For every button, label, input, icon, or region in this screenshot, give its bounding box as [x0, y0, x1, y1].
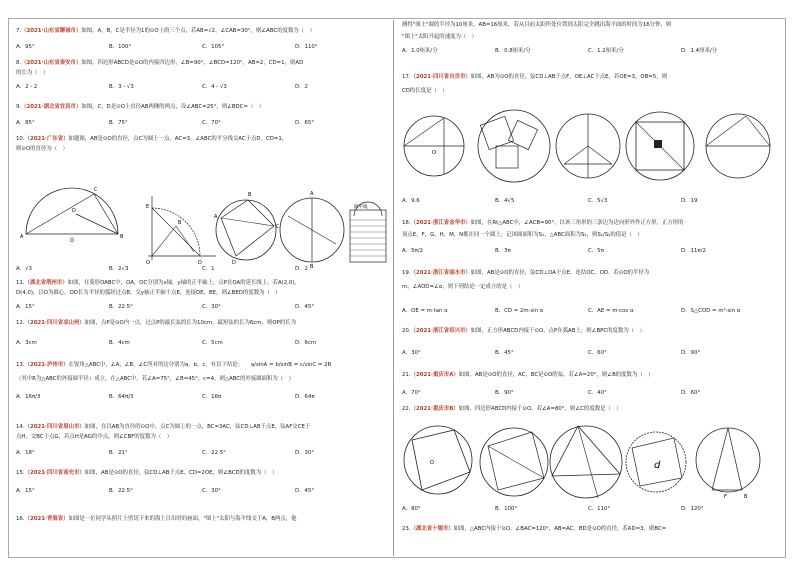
svg-text:F: F — [724, 494, 727, 500]
svg-text:C: C — [276, 224, 280, 230]
figure-circle-diameter — [20, 187, 124, 244]
question-17-options: A．9.6 B．4√5 C．5√3 D．19 — [402, 198, 698, 204]
svg-text:E: E — [146, 204, 150, 210]
svg-text:O: O — [432, 150, 436, 156]
question-9: 9.（2021·湖北省宜昌市）如图，C，D是⊙O上直径AB两侧的两点，设∠ABC=25°，则∠BDC=（ ） — [16, 104, 265, 110]
question-17: 17.（2021·四川省自贡市）如图，AB为⊙O的直径，弦CD⊥AB于点F，OE⊥AC于点E，若OE=3，OB=5，则 — [402, 74, 668, 80]
svg-text:B: B — [744, 494, 748, 500]
svg-text:D: D — [232, 260, 236, 266]
question-7: 7.（2021·山东省聊城市）如图，A，B，C是半径为1的⊙O上的三个点，若AB=√2，∠CAB=30°，则∠ABC的度数为（ ） — [16, 28, 315, 34]
svg-text:B: B — [248, 192, 252, 198]
svg-text:C: C — [94, 187, 98, 193]
svg-text:B: B — [178, 220, 182, 226]
question-15: 15.（2021·四川省南充市）如图，AB是⊙O的直径，弦CD⊥AB于点E，CD=2OE，则∠BCD的度数为（ ） — [16, 470, 278, 476]
question-8-line2: 的长为（ ） — [16, 70, 49, 76]
right-column — [402, 22, 774, 554]
question-22: 22.（2021·重庆市B）如图，四边形ABCD内接于⊙O，若∠A=80°，则∠C的度数是（ ） — [402, 406, 622, 412]
question-14-line2: 点H，交BC于点G，若点H是AG的中点，则∠CBF的度数为（ ） — [16, 434, 173, 440]
left-column — [16, 22, 388, 554]
svg-text:A: A — [310, 191, 314, 197]
figure-quad-dashed-circle — [626, 432, 686, 492]
question-19-line2: m，∠AOD=∠α，则下列结论一定成立的是（ ） — [402, 284, 524, 290]
question-13-line2: （其中R为△ABC的外接圆半径）成立，在△ABC中，若∠A=75°，∠B=45°，c=4，则△ABC的外接圆面积为（ ） — [16, 376, 294, 382]
svg-text:D: D — [198, 260, 202, 266]
figure-diameter-triangle — [696, 428, 760, 500]
question-20: 20.（2021·浙江省绍兴市）如图，正方形ABCD内接于⊙O，点P在弧AB上，则∠BPC的度数为（ ） — [402, 328, 645, 334]
figures-row-right-bottom — [402, 420, 774, 502]
question-20-options: A．30° B．45° C．60° D．90° — [402, 350, 701, 356]
svg-text:O: O — [70, 238, 74, 244]
figure-vertical-diameter — [280, 191, 344, 270]
question-10-line2: 则⊙O的直径为（ ） — [16, 146, 68, 152]
figure-triangle-in-circle — [550, 426, 622, 498]
question-19-options: A．OE = m·tan α B．CD = 2m·sin α C．AE = m·cos α D．S△COD = m²·sin α — [402, 308, 741, 314]
question-18-line2: 顶点E，F，G，H，M，N都在同一个圆上，记该圆面积为S₁，△ABC面积为S₂，则S₁/S₂的值是（ ） — [402, 232, 643, 238]
question-16-options: A．1.0厘米/分 B．0.8厘米/分 C．1.2厘米/分 D．1.4厘米/分 — [402, 48, 718, 54]
column-divider — [393, 20, 394, 556]
question-15-options: A．15° B．22.5° C．30° D．45° — [16, 488, 315, 494]
figure-inscribed-square — [626, 112, 694, 180]
question-11-line2: D(4,0)，以O为圆心，OD长为半径的弧经过点B，交y轴正半轴于点E，连接DE，BE，则∠BED的度数为（ ） — [16, 290, 281, 296]
question-16-line3: "图上"太阳升起的速度为（ ） — [402, 34, 478, 40]
question-12-options: A．3cm B．4cm C．5cm D．6cm — [16, 340, 317, 346]
question-10-options: A．√3 B．2√3 C．1 D．2 — [16, 266, 308, 272]
svg-text:A: A — [20, 234, 24, 240]
question-14: 14.（2021·四川省眉山市）如图，在以AB为直径的⊙O中，点C为圆上的一点，BC=3AC，弦CD⊥AB于点E，弦AF交CE于 — [16, 424, 311, 430]
figure-rhombus-axes — [146, 196, 216, 266]
sea-horizon-caption: 海平线 — [354, 205, 368, 210]
figures-row-right-top — [402, 98, 774, 194]
question-10: 10.（2021·广东省）如题图，AB是⊙O的直径，点C为圆上一点，AC=3，∠ABC的平分线交AC于点D，CD=1， — [16, 136, 288, 142]
svg-text:A: A — [214, 214, 218, 220]
question-19: 19.（2021·浙江省丽水市）如图，AB是⊙O的直径，弦CD⊥OA于点E，连结OC，OD．若⊙O的半径为 — [402, 270, 650, 276]
svg-text:B: B — [310, 264, 314, 270]
question-23: 23.（湖北省十堰市）如图，△ABC内接于⊙O，∠BAC=120°，AB=AC，BD是⊙O的直径，若AD=3，则BC= — [402, 526, 667, 532]
figure-sunrise-sea — [350, 202, 386, 262]
question-18: 18.（2021·浙江省金华市）如图，在Rt△ABC中，∠ACB=90°，以该三角形的三条边为边向形外作正方形，正方形的 — [402, 220, 684, 226]
figure-diameter-chords — [706, 114, 770, 178]
figure-quad-in-circle-b — [480, 428, 548, 496]
question-21-options: A．70° B．90° C．40° D．60° — [402, 390, 701, 396]
question-9-options: A．85° B．75° C．70° D．65° — [16, 120, 315, 126]
question-11-options: A．15° B．22.5° C．30° D．45° — [16, 304, 315, 310]
figure-squares-on-triangle — [478, 110, 550, 182]
question-16-continued: 测得"图上"圆的半径为10厘米，AB=16厘米，若从目前太阳所处位置到太阳完全跳出海平面的时间为16分钟，则 — [402, 22, 672, 28]
question-17-line2: CD的长度是（ ） — [402, 88, 448, 94]
svg-text:d: d — [654, 460, 661, 471]
question-8: 8.（2021·山东省泰安市）如图，四边形ABCD是⊙O的内接四边形，∠B=90°，∠BCD=120°，AB=2，CD=1，则AD — [16, 60, 304, 66]
question-12: 12.（2021·四川省凉山州）如图，点P是⊙O内一点，过点P的最长弦的长为10cm，最短弦的长为6cm，则OP的长为 — [16, 320, 296, 326]
figure-quad-in-circle-a — [404, 426, 472, 494]
question-8-options: A．2 - 2 B．3 - √3 C．4 - √3 D．2 — [16, 84, 308, 90]
svg-text:D: D — [72, 208, 76, 214]
svg-text:B: B — [120, 234, 124, 240]
question-16: 16.（2021·青海省）如图是一位同学从照片上剪切下来的海上日出时的画面，"图上"太阳与海平线交于A，B两点，他 — [16, 516, 297, 522]
svg-text:O: O — [430, 460, 434, 466]
question-11: 11.（湖北省荆州市）如图，在菱形OABC中，OA，OC分别为x轴，y轴的正半轴上，点P在OA的延长线上，若A(2,0)， — [16, 280, 300, 286]
question-18-options: A．5π/2 B．3π C．5π D．11π/2 — [402, 248, 706, 254]
question-22-options: A．80° B．100° C．110° D．120° — [402, 506, 704, 512]
svg-text:O: O — [146, 260, 150, 266]
figure-chord-perpendicular — [404, 116, 464, 176]
question-21: 21.（2021·重庆市A）如图，AB是⊙O的直径，AC，BC是⊙O的弦，若∠A=20°，则∠B的度数为（ ） — [402, 372, 654, 378]
question-7-options: A．95° B．100° C．105° D．110° — [16, 44, 318, 50]
figure-chord-diameter-b — [556, 114, 620, 178]
question-13-options: A．16π/3 B．64π/3 C．16π D．64π — [16, 394, 315, 400]
figure-inscribed-quad — [214, 192, 280, 266]
question-14-options: A．18° B．21° C．22.5° D．30° — [16, 450, 315, 456]
question-13: 13.（2021·泸州市）在锐角△ABC中，∠A，∠B，∠C所对的边分别为a，b，c，有以下结论： a/sinA = b/sinB = c/sinC = 2R — [16, 362, 332, 368]
